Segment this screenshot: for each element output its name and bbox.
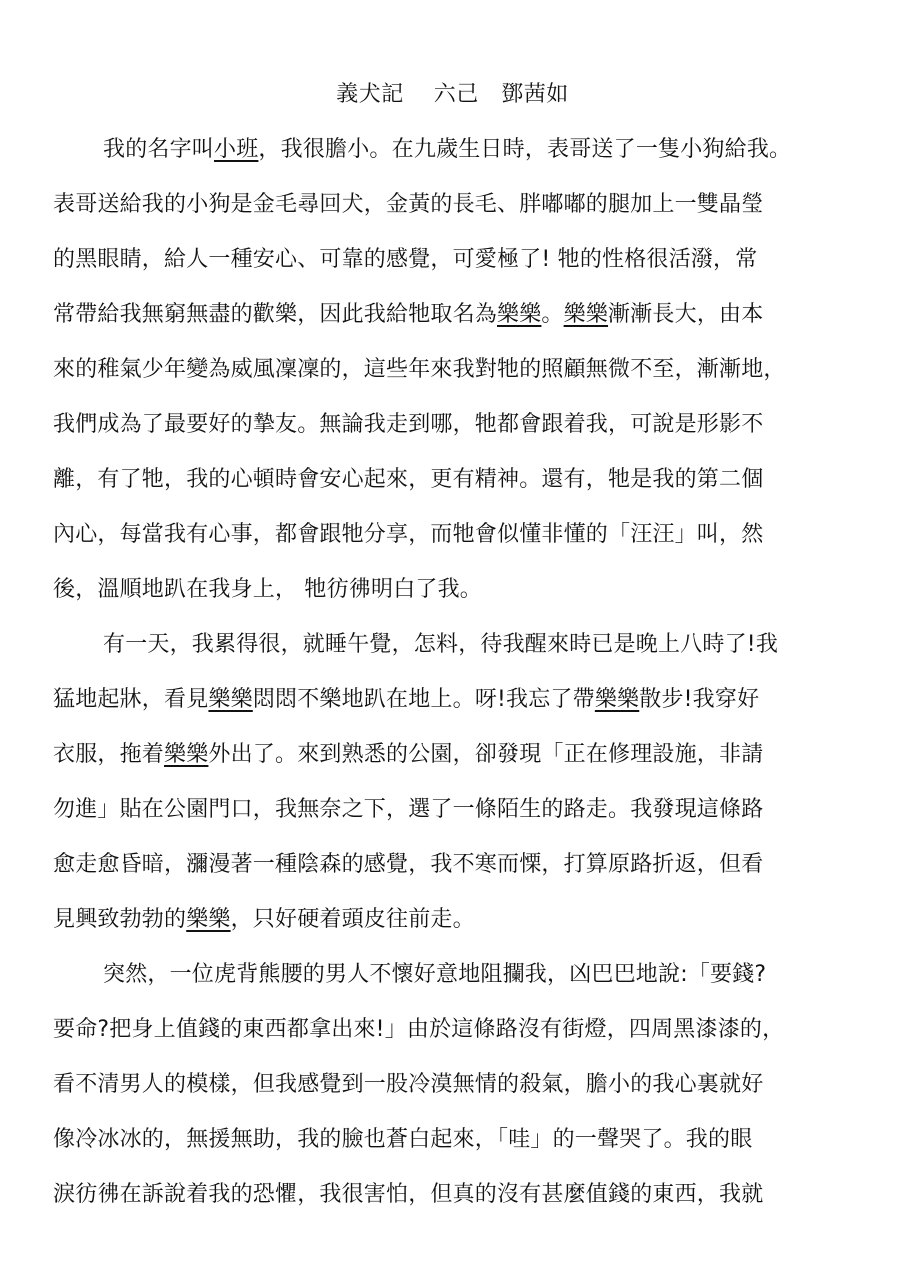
text-segment: 後，溫順地趴在我身上， 牠彷彿明白了我。 <box>53 577 482 602</box>
text-segment: 離，有了牠，我的心頓時會安心起來，更有精神。還有，牠是我的第二個 <box>53 467 764 492</box>
text-segment: ，只好硬着頭皮往前走。 <box>230 907 475 932</box>
text-segment: ，我很膽小。在九歲生日時，表哥送了一隻小狗給我。 <box>258 137 792 162</box>
document-title: 義犬記 六己 鄧茜如 <box>336 82 569 107</box>
underlined-name: 樂樂 <box>186 907 231 932</box>
text-line <box>103 958 863 992</box>
text-segment: 要命?把身上值錢的東西都拿出來!」由於這條路沒有街燈，四周黑漆漆的， <box>53 1017 785 1042</box>
text-segment: 我的名字叫 <box>103 137 215 162</box>
text-line <box>53 573 863 607</box>
text-segment: 表哥送給我的小狗是金毛尋回犬，金黃的長毛、胖嘟嘟的腿加上一雙晶瑩 <box>53 192 764 217</box>
text-segment: 漸漸長大，由本 <box>608 302 764 327</box>
text-line <box>53 1178 863 1212</box>
text-line <box>53 298 863 332</box>
text-segment: 內心，每當我有心事，都會跟牠分享，而牠會似懂非懂的「汪汪」叫，然 <box>53 522 764 547</box>
underlined-name: 樂樂 <box>164 742 209 767</box>
underlined-name: 小班 <box>214 137 259 162</box>
text-line <box>53 353 863 387</box>
text-segment: 有一天，我累得很，就睡午覺，怎料，待我醒來時已是晚上八時了!我 <box>103 632 779 657</box>
underlined-name: 樂樂 <box>594 687 640 712</box>
text-line <box>53 243 863 277</box>
text-segment: 我們成為了最要好的摯友。無論我走到哪，牠都會跟着我，可說是形影不 <box>53 412 764 437</box>
text-line <box>53 903 863 937</box>
text-segment: 淚彷彿在訴說着我的恐懼，我很害怕，但真的沒有甚麼值錢的東西，我就 <box>53 1182 764 1207</box>
text-line <box>53 408 863 442</box>
text-segment: 悶悶不樂地趴在地上。呀!我忘了帶 <box>252 687 595 712</box>
text-line <box>53 463 863 497</box>
text-segment: 常帶給我無窮無盡的歡樂，因此我給牠取名為 <box>53 302 498 327</box>
text-line <box>103 133 863 167</box>
text-segment: 愈走愈昏暗，瀰漫著一種陰森的感覺，我不寒而慄，打算原路折返，但看 <box>53 852 764 877</box>
text-line <box>53 518 863 552</box>
text-line <box>53 188 863 222</box>
text-segment: 突然，一位虎背熊腰的男人不懷好意地阻攔我，凶巴巴地說:「要錢? <box>103 962 767 987</box>
text-segment: 像冷冰冰的，無援無助，我的臉也蒼白起來，「哇」的一聲哭了。我的眼 <box>53 1127 753 1152</box>
underlined-name: 樂樂 <box>563 302 609 327</box>
text-segment: 。 <box>541 302 564 327</box>
text-segment: 的黑眼睛，給人一種安心、可靠的感覺，可愛極了! 牠的性格很活潑，常 <box>53 247 758 272</box>
text-line <box>53 793 863 827</box>
text-segment: 散步!我穿好 <box>639 687 760 712</box>
text-line <box>53 738 863 772</box>
underlined-name: 樂樂 <box>497 302 542 327</box>
text-line <box>53 683 863 717</box>
text-line <box>103 628 863 662</box>
text-line <box>53 1068 863 1102</box>
text-segment: 來的稚氣少年變為威風凜凜的，這些年來我對牠的照顧無微不至，漸漸地， <box>53 357 786 382</box>
underlined-name: 樂樂 <box>208 687 253 712</box>
text-segment: 見興致勃勃的 <box>53 907 187 932</box>
text-line <box>53 1013 863 1047</box>
text-line <box>53 848 863 882</box>
text-segment: 看不清男人的模樣，但我感覺到一股冷漠無情的殺氣，膽小的我心裏就好 <box>53 1072 764 1097</box>
text-segment: 外出了。來到熟悉的公園，卻發現「正在修理設施，非請 <box>208 742 764 767</box>
text-segment: 衣服，拖着 <box>53 742 165 767</box>
text-segment: 猛地起牀，看見 <box>53 687 209 712</box>
text-line <box>53 1123 863 1157</box>
text-segment: 勿進」貼在公園門口，我無奈之下，選了一條陌生的路走。我發現這條路 <box>53 797 764 822</box>
